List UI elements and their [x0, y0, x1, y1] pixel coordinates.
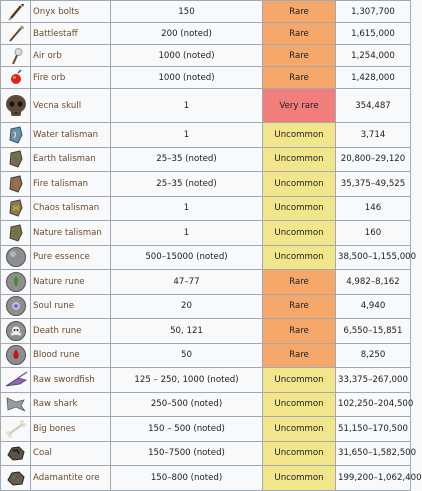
quantity-cell: 1 — [111, 196, 263, 221]
quantity-cell: 20 — [111, 294, 263, 319]
rarity-cell: Uncommon — [263, 466, 336, 491]
price-cell: 31,650–1,582,500 — [336, 441, 411, 466]
rarity-cell: Rare — [263, 294, 336, 319]
item-icon-cell — [1, 67, 31, 89]
quantity-cell: 500–15000 (noted) — [111, 245, 263, 270]
quantity-cell: 25–35 (noted) — [111, 172, 263, 197]
rarity-cell: Uncommon — [263, 368, 336, 393]
item-link[interactable]: Nature talisman — [33, 227, 102, 238]
item-link[interactable]: Vecna skull — [33, 100, 82, 111]
item-icon-cell — [1, 221, 31, 246]
price-cell: 146 — [336, 196, 411, 221]
item-icon-cell — [1, 45, 31, 67]
price-cell: 1,428,000 — [336, 67, 411, 89]
quantity-cell: 50 — [111, 343, 263, 368]
rarity-cell: Uncommon — [263, 417, 336, 442]
price-cell: 35,375–49,525 — [336, 172, 411, 197]
item-icon-cell — [1, 441, 31, 466]
table-row — [1, 392, 411, 417]
price-cell: 1,307,700 — [336, 1, 411, 23]
earth-talisman-icon — [6, 149, 26, 169]
quantity-cell: 250–500 (noted) — [111, 392, 263, 417]
item-icon-cell — [1, 466, 31, 491]
table-row — [1, 319, 411, 344]
fire-talisman-icon — [6, 174, 26, 194]
rarity-cell: Uncommon — [263, 123, 336, 148]
vecna-skull-icon — [3, 93, 29, 119]
item-link[interactable]: Onyx bolts — [33, 6, 80, 17]
raw-swordfish-icon — [4, 370, 28, 390]
quantity-cell: 1 — [111, 221, 263, 246]
death-rune-icon — [5, 320, 27, 342]
table-row — [1, 172, 411, 197]
table-row — [1, 45, 411, 67]
price-cell: 6,550–15,851 — [336, 319, 411, 344]
table-row — [1, 196, 411, 221]
item-link[interactable]: Raw swordfish — [33, 374, 95, 385]
price-cell: 51,150–170,500 — [336, 417, 411, 442]
adamantite-ore-icon — [5, 468, 27, 488]
quantity-cell: 1 — [111, 123, 263, 148]
rarity-cell: Rare — [263, 1, 336, 23]
item-icon-cell — [1, 294, 31, 319]
rarity-cell: Uncommon — [263, 441, 336, 466]
item-icon-cell — [1, 392, 31, 417]
quantity-cell: 125 – 250, 1000 (noted) — [111, 368, 263, 393]
price-cell: 33,375–267,000 — [336, 368, 411, 393]
item-icon-cell — [1, 196, 31, 221]
price-cell: 1,254,000 — [336, 45, 411, 67]
table-row — [1, 368, 411, 393]
item-icon-cell — [1, 368, 31, 393]
fire-orb-icon — [7, 69, 25, 87]
table-row — [1, 441, 411, 466]
item-link[interactable]: Soul rune — [33, 301, 74, 312]
water-talisman-icon — [6, 125, 26, 145]
item-icon-cell — [1, 270, 31, 295]
quantity-cell: 25–35 (noted) — [111, 147, 263, 172]
item-icon-cell — [1, 343, 31, 368]
price-cell: 160 — [336, 221, 411, 246]
rarity-cell: Rare — [263, 319, 336, 344]
table-row — [1, 417, 411, 442]
table-row — [1, 123, 411, 148]
rarity-cell: Uncommon — [263, 245, 336, 270]
quantity-cell: 1000 (noted) — [111, 67, 263, 89]
rarity-cell: Uncommon — [263, 147, 336, 172]
price-cell: 8,250 — [336, 343, 411, 368]
price-cell: 3,714 — [336, 123, 411, 148]
battlestaff-icon — [7, 25, 25, 43]
table-row — [1, 245, 411, 270]
price-cell: 354,487 — [336, 89, 411, 123]
quantity-cell: 47–77 — [111, 270, 263, 295]
item-icon-cell — [1, 123, 31, 148]
pure-essence-icon — [5, 246, 27, 268]
item-icon-cell — [1, 1, 31, 23]
item-icon-cell — [1, 417, 31, 442]
item-icon-cell — [1, 89, 31, 123]
item-link[interactable]: Air orb — [33, 50, 62, 61]
item-link[interactable]: Water talisman — [33, 129, 99, 140]
quantity-cell: 150 – 500 (noted) — [111, 417, 263, 442]
big-bones-icon — [4, 419, 28, 439]
price-cell: 4,940 — [336, 294, 411, 319]
item-link[interactable]: Death rune — [33, 325, 82, 336]
table-row — [1, 466, 411, 491]
rarity-cell: Rare — [263, 67, 336, 89]
item-link[interactable]: Big bones — [33, 423, 76, 434]
nature-rune-icon — [5, 271, 27, 293]
item-link[interactable]: Blood rune — [33, 350, 80, 361]
price-cell: 102,250–204,500 — [336, 392, 411, 417]
rarity-cell: Rare — [263, 270, 336, 295]
raw-shark-icon — [4, 394, 28, 414]
quantity-cell: 50, 121 — [111, 319, 263, 344]
item-icon-cell — [1, 147, 31, 172]
item-icon-cell — [1, 23, 31, 45]
table-row — [1, 23, 411, 45]
rarity-cell: Very rare — [263, 89, 336, 123]
table-row — [1, 1, 411, 23]
quantity-cell: 1 — [111, 89, 263, 123]
air-orb-icon — [7, 47, 25, 65]
rarity-cell: Rare — [263, 23, 336, 45]
price-cell: 38,500–1,155,000 — [336, 245, 411, 270]
rarity-cell: Uncommon — [263, 221, 336, 246]
table-row — [1, 294, 411, 319]
rarity-cell: Rare — [263, 45, 336, 67]
table-row — [1, 147, 411, 172]
item-icon-cell — [1, 319, 31, 344]
quantity-cell: 150–800 (noted) — [111, 466, 263, 491]
item-link[interactable]: Battlestaff — [33, 28, 78, 39]
table-row — [1, 343, 411, 368]
item-link[interactable]: Nature rune — [33, 276, 85, 287]
rarity-cell: Uncommon — [263, 196, 336, 221]
table-row — [1, 221, 411, 246]
price-cell: 20,800–29,120 — [336, 147, 411, 172]
rarity-cell: Uncommon — [263, 392, 336, 417]
price-cell: 1,615,000 — [336, 23, 411, 45]
table-row — [1, 89, 411, 123]
soul-rune-icon — [5, 295, 27, 317]
item-icon-cell — [1, 245, 31, 270]
item-link[interactable]: Fire talisman — [33, 178, 89, 189]
nature-talisman-icon — [6, 223, 26, 243]
price-cell: 199,200–1,062,400 — [336, 466, 411, 491]
item-link[interactable]: Coal — [33, 448, 52, 459]
quantity-cell: 150–7500 (noted) — [111, 441, 263, 466]
item-link[interactable]: Pure essence — [33, 252, 90, 263]
blood-rune-icon — [5, 344, 27, 366]
item-link[interactable]: Adamantite ore — [33, 472, 100, 483]
chaos-talisman-icon — [6, 198, 26, 218]
quantity-cell: 1000 (noted) — [111, 45, 263, 67]
price-cell: 4,982–8,162 — [336, 270, 411, 295]
coal-icon — [5, 443, 27, 463]
rarity-cell: Uncommon — [263, 172, 336, 197]
item-link[interactable]: Raw shark — [33, 399, 78, 410]
item-link[interactable]: Fire orb — [33, 72, 66, 83]
table-row — [1, 270, 411, 295]
onyx-bolts-icon — [7, 3, 25, 21]
item-link[interactable]: Earth talisman — [33, 154, 96, 165]
rarity-cell: Rare — [263, 343, 336, 368]
table-row — [1, 67, 411, 89]
quantity-cell: 200 (noted) — [111, 23, 263, 45]
quantity-cell: 150 — [111, 1, 263, 23]
item-link[interactable]: Chaos talisman — [33, 203, 100, 214]
item-icon-cell — [1, 172, 31, 197]
